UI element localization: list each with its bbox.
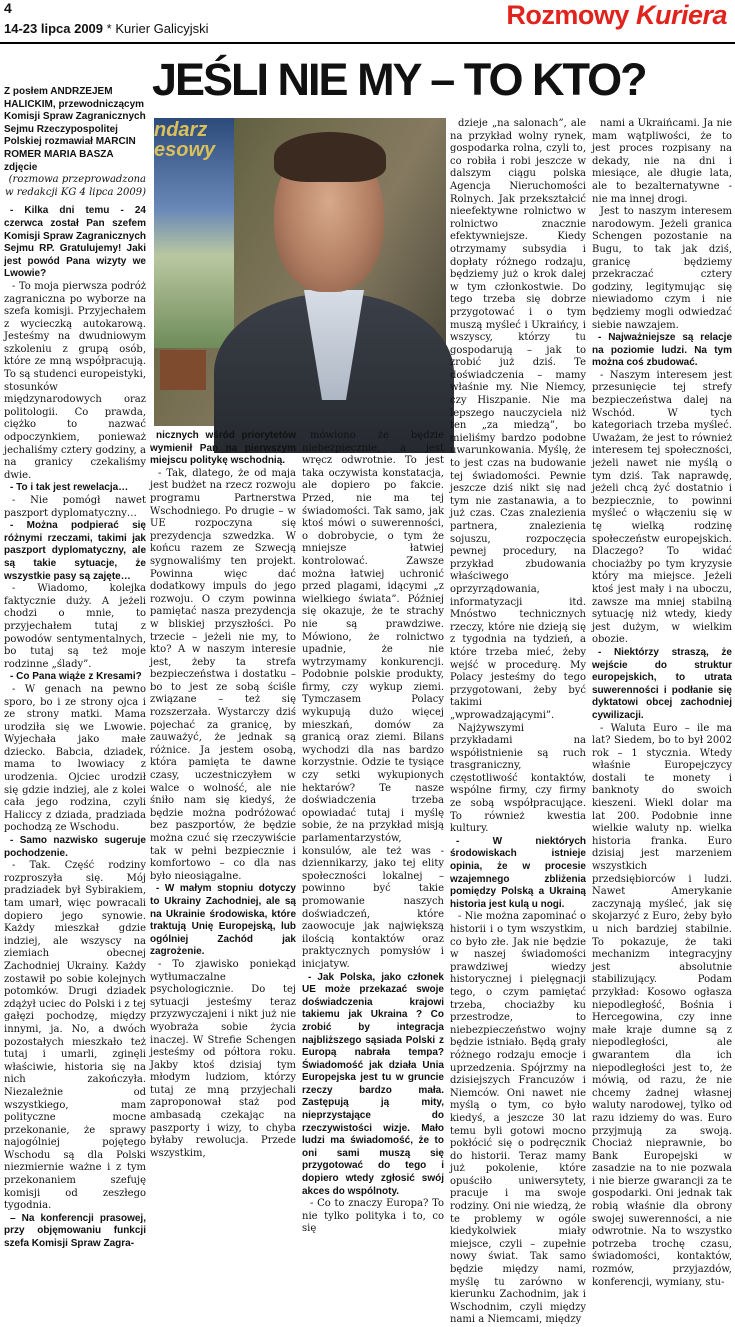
issue-date: 14-23 lipca 2009 bbox=[4, 21, 104, 36]
calendar-image bbox=[160, 350, 206, 390]
text-column-3 bbox=[302, 430, 444, 1235]
answer: - Tak, dlatego, że od maja jest budżet na rzecz rozwoju programu Partnerstwa Wschodniego. Po drugie – w UE rozpoczyna się prezydencja szwedzka. W końcu razem ze Szwecją sygnowaliśmy ten projekt. Powinna więc dać dodatkowy impuls do jego rozwoju. O czym powinna pamiętać nasza prezydencja w bliskiej przyszłości. Po trzecie – jeżeli nie my, to kto? A w naszym interesie jest, żeby ta strefa bezpieczeństwa i dostatku – bo to jest ze sobą ściśle związane – też się rozszerzała. Wystarczy dziś pojechać za granicę, by zauważyć, że jednak są różnice. Ja jestem osobą, która pamięta te dawne czasy, uczestniczyłem w walce o wolność, ale nie śniło nam się kiedyś, że będzie można podróżować bez paszportów, że będzie można czuć się rzeczywiście tak w pełni bezpiecznie i komfortowo – co dla nas było nieosiągalne. bbox=[150, 467, 296, 882]
question: - Można podpierać się różnymi rzeczami, takimi jak paszport dyplomatyczny, ale są takie sytuacje, że wszystkie pasy są zajęte… bbox=[4, 520, 146, 582]
answer: - To zjawisko poniekąd wytłumaczalne psychologicznie. Do tej sytuacji jesteśmy teraz przyzwyczajeni i nikt już nie wyobraża sobie życia inaczej. W Strefie Schengen jesteśmy od półtora roku. Jakby ktoś dzisiaj tym młodym ludziom, którzy tutaj ze mną przyjechali zaproponował staż pod ambasadą czekając na paszporty i wizy, to chyba byłaby rewolucja. Przede wszystkim, bbox=[150, 958, 296, 1159]
question: - Co Pana wiąże z Kresami? bbox=[10, 671, 142, 683]
answer: dzieje „na salonach”, ale na przykład wolny rynek, gospodarka rolna, czyli to, co robiła i robi jeszcze w dalszym ciągu polska Agencja Nieruchomości Rolnych. Jak przekształcić nieefektywne rolnictwo w rolnictwo znacznie efektywniejsze. Kiedy otrzymamy subsydia i dopłaty różnego rodzaju, będziemy już o krok dalej w tym członkostwie. Do tego trzeba się dobrze przygotować i o tym muszą myśleć i Ukraińcy, i wszyscy, którzy tu gospodarują – jak to zrobić już dziś. Te doświadczenia – mamy właśnie my. Nie Niemcy, czy Hiszpanie. Nie ma lepszego nauczyciela niż ten „za miedzą”, bo mieliśmy bardzo podobne uwarunkowania. Myślę, że to jest czas na budowanie tej świadomości. Pewnie jeszcze dziś nikt się nad tym nie zastanawia, a to już czas. Czas znalezienia partnera, znalezienia sojuszu, rozpoczęcia pewnej procedury, na przykład zbudowania właściwego oprzyrządowania, informatyzacji itd. Mnóstwo technicznych rzeczy, które nie dzieją się z tygodnia na tydzień, a które trzeba mieć, żeby wejść w procedurę. My Polacy jesteśmy do tego przygotowani, żeby być takimi „wprowadzającymi”. bbox=[450, 118, 586, 721]
answer: - Nie pomógł nawet paszport dyplomatyczny… bbox=[4, 495, 146, 519]
section-word-2: Kuriera bbox=[635, 0, 727, 30]
answer: nami a Ukraińcami. Ja nie mam wątpliwości, że to jest proces rozpisany na dekady, nie na dni i miesiące, ale długie lata, ale to bezalternatywne - nie ma innej drogi. bbox=[592, 118, 732, 205]
header-rule bbox=[0, 42, 735, 44]
answer: - Waluta Euro – ile ma lat? Siedem, bo to był 2002 rok – 1 stycznia. Wtedy właśnie Europejczycy dostali te monety i banknoty do swoich kieszeni. Wiekl dolar ma lat 200. Podobnie inne wielkie waluty np. wielka historia franka. Euro dzisiaj jest marzeniem wszystkich przedsiębiorców i ludzi. Nawet Amerykanie zaczynają myśleć, jak się skojarzyć z Euro, żeby było u nich bardziej stabilnie. To pokazuje, że taki mechanizm integracyjny jest absolutnie stabilizujący. Podam przykład: Kosowo ogłasza niepodległość, Bośnia i Hercegowina, czy inne małe kraje dumne są z niepodległości, ale gwarantem dla ich niepodległości jest to, że mówią, od razu, że nie chcemy żadnej własnej waluty narodowej, tylko od razu idziemy do was. Euro przyjmują za swoją. Chociaż nieprawnie, bo Bank Europejski w zasadzie na to nie pozwala i nie bierze gwarancji za te gospodarki. Oni jednak tak robią właśnie dla obrony swojej suwerenności, a nie odwrotnie. Na to wszystko potrzeba trochę czasu, świadomości, kontaktów, rozmów, przyjazdów, konferencji, wymiany, stu- bbox=[592, 722, 732, 1288]
text-column-1 bbox=[4, 86, 146, 1250]
intro-text: Z posłem ANDRZEJEM HALICKIM, przewodniczącym Komisji Spraw Zagranicznych Sejmu Rzeczypospolitej Polskiej rozmawiał MARCIN ROMER MARIA BASZA zdjęcie bbox=[4, 86, 146, 173]
answer: mówiono że będzie niebezpiecznie, a jest wręcz odwrotnie. To jest taka oczywista konstatacja, ale dopiero po fakcie. Przed, nie ma tej świadomości. Tak samo, jak ktoś mówi o suwerenności, o dobrobycie, o tym że mniejsze łatwiej kontrolować. Zawsze można łatwiej uchronić przed plagami, idącymi „z wielkiego świata”. Później się okazuje, że te strachy nie są prawdziwe. Mówiono, że rolnictwo upadnie, że nie wytrzymamy konkurencji. Podobnie polskie produkty, firmy, czy wykup ziemi. Tymczasem Polacy wykupują dużo więcej mieszkań, domów za granicą oraz ziemi. Bilans wychodzi dla nas bardzo korzystnie. Odzie te tysiące czy setki wykupionych hektarów? Te nasze doświadczenia trzeba opowiadać tutaj i myślę sobie, że na przykład misją parlamentarzystów, konsulów, ale też was - dziennikarzy, jako tej elity społeczności lokalnej – powinno być takie promowanie naszych doświadczeń, które zaowocuje jak największą ilością kontaktów oraz praktycznych pomysłów i inicjatyw. bbox=[302, 430, 444, 970]
question: - Niektórzy straszą, że wejście do struktur europejskich, to utrata suwerenności i podłanie się dyktatowi obcej zachodniej cywilizacji. bbox=[592, 646, 732, 721]
portrait-photo bbox=[154, 118, 446, 426]
question: - Samo nazwisko sugeruje pochodzenie. bbox=[4, 835, 146, 859]
calendar-text-2: esowy bbox=[154, 139, 216, 161]
answer: - Naszym interesem jest przesunięcie tej strefy bezpieczeństwa dalej na Wschód. W tych kategoriach trzeba myśleć. Uważam, że jest to również interesem tej społeczności, jeżeli nawet nie myślą o tym dziś. Tak naprawdę, jeżeli chcą żyć dostatnio i bezpiecznie, to powinni myśleć o włączeniu się w tę wielką rodzinę społeczeństw europejskich. Dlaczego? To widać chociażby po tym kryzysie który ma miejsce. Jeżeli ktoś jest mały i na uboczu, zawsze ma mniej stabilną sytuację niż wtedy, kiedy jest dużym, w wielkim obozie. bbox=[592, 369, 732, 646]
question: - Jak Polska, jako członek UE może przekazać swoje doświadczenia krajowi takiemu jak Ukraina ? Co zrobić by integracja najbliższego sąsiada Polski z Europą nabrała tempa? Świadomość jak działa Unia Europejska jest tu w gruncie rzeczy bardzo mała. Zastępują ją mity, nieprzystające do rzeczywistości wizje. Mało ludzi ma świadomość, że to oni sami muszą się przygotować do tego i dopiero wtedy zgłosić swój akces do wspólnoty. bbox=[302, 971, 444, 1197]
calendar-text-1: ndarz bbox=[154, 119, 208, 141]
answer: - To moja pierwsza podróż zagraniczna po wyborze na szefa komisji. Przyjechałem z wycieczką autokarową. Jesteśmy na dwudniowym szkoleniu z grupą osób, które ze mną współpracują. To są studenci europeistyki, stosunków międzynarodowych oraz politologii. Co prawda, ciężko to nazwać odpoczynkiem, ponieważ jechaliśmy cztery godziny, a na granicy czekaliśmy dwie. bbox=[4, 280, 146, 481]
section-word-1: Rozmowy bbox=[506, 0, 629, 30]
calendar-text bbox=[154, 120, 215, 160]
answer: - Wiadomo, kolejka faktycznie duży. A jeżeli chodzi o mnie, to przyjechałem tutaj z powodów sentymentalnych, bo tutaj są też moje rodzinne „ślady”. bbox=[4, 583, 146, 670]
answer: - Tak. Część rodziny rozproszyła się. Mój pradziadek był Sybirakiem, tam umarł, więc powracali dopiero jego synowie. Każdy mieszkał gdzie indziej, ale wszyscy na ziemiach obecnej Zachodniej Ukrainy. Każdy zostawił po sobie kolejnych potomków. Drugi dziadek zdążył uciec do Polski i z tej gałęzi pochodzę, między innymi, ja. No, a dwóch pozostałych mieszkało też tutaj i umarli, zginęli właściwie, historia się na nich zakończyła. Niezależnie od wszystkiego, mam polityczne mocne przekonanie, że sprawy najogólniej pojętego Wschodu są dla Polski niezmiernie ważne i z tym przekonaniem szefuję komisji od zeszłego tygodnia. bbox=[4, 860, 146, 1212]
interview-note: (rozmowa przeprowadzona w redakcji KG 4 lipca 2009) bbox=[4, 174, 146, 198]
person-hair bbox=[274, 132, 386, 182]
text-column-5 bbox=[592, 118, 732, 1288]
text-column-2 bbox=[150, 430, 296, 1159]
question: - W niektórych środowiskach istnieje opinia, że w procesie wzajemnego zbliżenia pomiędzy Polską a Ukrainą historia jest kulą u nogi. bbox=[450, 835, 586, 910]
article-headline: JEŚLI NIE MY – TO KTO? bbox=[152, 54, 646, 105]
text-column-4 bbox=[450, 118, 586, 1326]
question: - Najważniejsze są relacje na poziomie ludzi. Na tym można coś zbudować. bbox=[592, 332, 732, 369]
section-title bbox=[506, 0, 727, 31]
page-header bbox=[0, 0, 735, 44]
answer: Jest to naszym interesem narodowym. Jeżeli granica Schengen pozostanie na Bugu, to tak jak dziś, granicę będziemy przekraczać cztery godziny, legitymując się niewiadomo czym i nie będziemy mogli odwiedzać siebie nawzajem. bbox=[592, 206, 732, 331]
answer: Najżywszymi przykładami na współistnienie są ruch trasgraniczny, częstotliwość kontaktów, wspólne firmy, czy firmy ze sobą współpracujące. To również kwestia kultury. bbox=[450, 722, 586, 835]
issue-separator: * bbox=[106, 21, 112, 36]
question: nicznych wśród priorytetów wymienił Pan na pierwszym miejscu politykę wschodnią. bbox=[150, 430, 296, 467]
answer: - W genach na pewno sporo, bo i ze strony ojca i ze strony matki. Mama urodziła się we Lwowie. Wyjechała jako małe dziecko. Babcia, dziadek, mama to lwowiacy z urodzenia. Ojciec urodził się gdzie indziej, ale z kolei cała jego rodzina, czyli Haliccy z dziada, pradziada pochodzą ze Wschodu. bbox=[4, 683, 146, 834]
question: - W małym stopniu dotyczy to Ukrainy Zachodniej, ale są na Ukrainie środowiska, które traktują Unię Europejską, lub ogólniej Zachód jak zagrożenie. bbox=[150, 883, 296, 958]
answer: - Co to znaczy Europa? To nie tylko polityka i to, co się bbox=[302, 1198, 444, 1235]
answer: - Nie można zapominać o historii i o tym wszystkim, co było złe. Jak nie będzie w naszej świadomości prawdziwej wiedzy historycznej i pielęgnacji tego, o czym pamiętać trzeba, chociażby ku przestrodze, to niebezpieczeństwo wojny będzie istniało. Będą grały różnego rodzaju emocje i uprzedzenia. Spójrzmy na dzisiejszych Francuzów i Niemców. Oni nawet nie myślą o tym, co było kiedyś, a jeszcze 30 lat temu byli gotowi mocno pokłócić się o podręcznik do historii. Teraz mamy już pokolenie, które opuściło uniwersytety, pracuje i ma swoje rodziny. Oni nie wiedzą, że te problemy w ogóle kiedykolwiek miały miejsce, czyli – zupełnie nowy świat. Tak samo będzie między nami, myślę tu zarówno w kierunku Zachodnim, jak i Wschodnim, czyli między nami a Niemcami, między bbox=[450, 911, 586, 1326]
question: – Na konferencji prasowej, przy objęmowaniu funkcji szefa Komisji Spraw Zagra- bbox=[4, 1212, 146, 1250]
page-number: 4 bbox=[4, 0, 12, 16]
issue-line bbox=[4, 21, 209, 36]
question: - To i tak jest rewelacja… bbox=[10, 482, 129, 494]
publication-name: Kurier Galicyjski bbox=[115, 21, 209, 36]
question: - Kilka dni temu - 24 czerwca został Pan szefem Komisji Spraw Zagranicznych Sejmu RP. Gratulujemy! Jaki jest powód Pana wizyty we Lwowie? bbox=[4, 205, 146, 280]
